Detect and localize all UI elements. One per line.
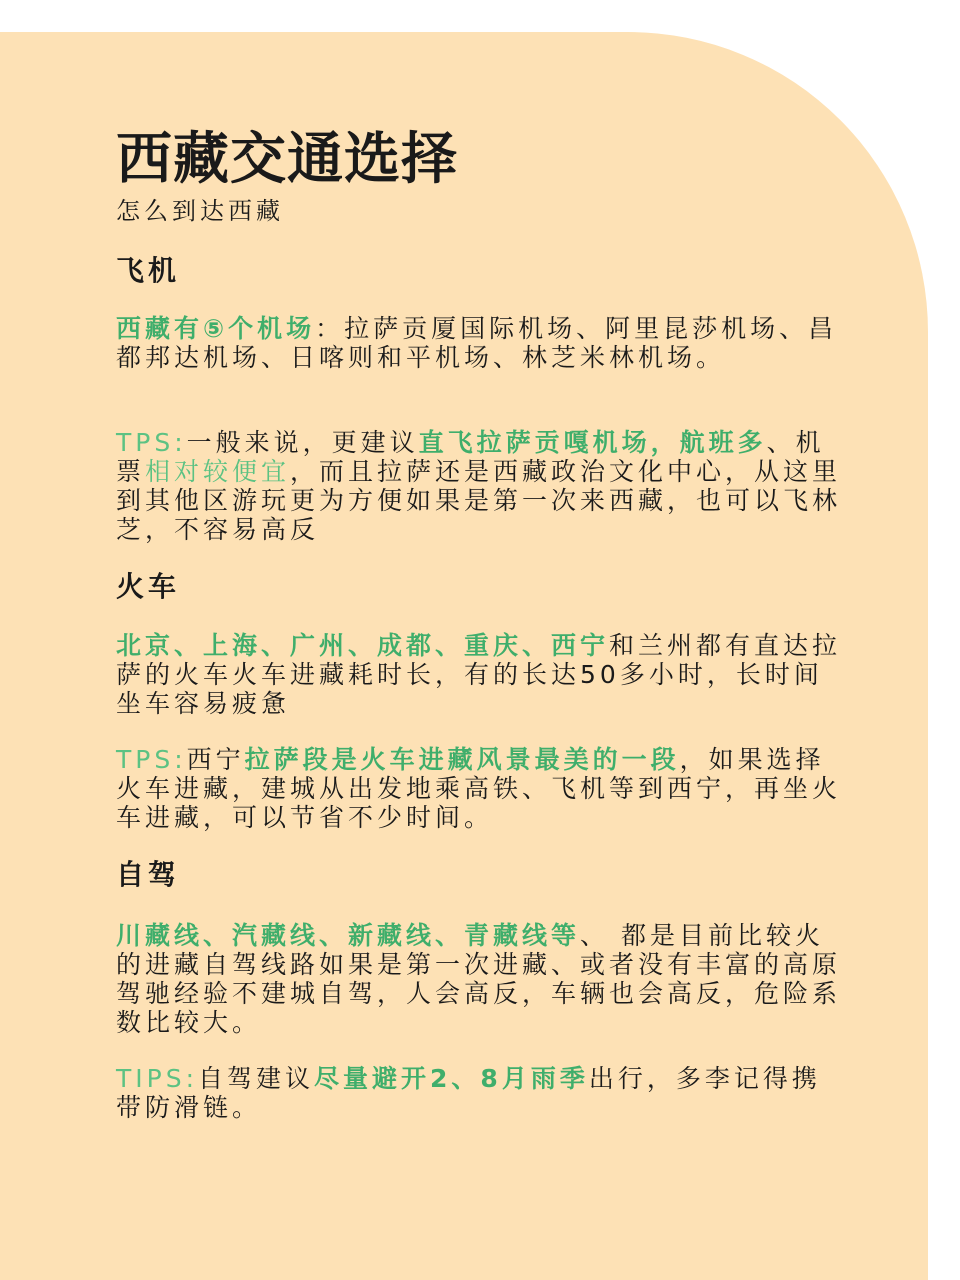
body-text: ，而且拉萨还是西藏政治文化中心，从这里到其他区游玩更为方便如果是第一次来西藏，也可以飞林芝，不容易高反 (116, 457, 842, 544)
section-heading-plane: 飞机 (116, 254, 181, 287)
body-text: 、机票 (116, 428, 825, 486)
tips-tag: TIPS: (116, 1064, 199, 1093)
highlight-text: 相对较便宜 (145, 457, 291, 486)
page-title: 西藏交通选择 (116, 127, 458, 192)
highlight-text: 西藏有⑤个机场 (116, 314, 316, 343)
page-subtitle: 怎么到达西藏 (116, 197, 284, 225)
body-text: 自驾建议 (198, 1064, 315, 1093)
highlight-text: 直飞拉萨贡嘎机场，航班多 (418, 428, 767, 457)
body-text: ：拉萨贡厦国际机场、阿里昆莎机场、昌都邦达机场、日喀则和平机场、林芝米林机场。 (116, 314, 838, 372)
highlight-text: 尽量避开2、8月雨季 (314, 1064, 589, 1093)
drive-tips-paragraph (116, 1064, 846, 1122)
body-text: 和兰州都有直达拉萨的火车火车进藏耗时长，有的长达50多小时，长时间坐车容易疲惫 (116, 631, 842, 718)
plane-tips-paragraph (116, 428, 846, 544)
body-text: 西宁 (186, 745, 245, 774)
tips-tag: TPS: (116, 428, 187, 457)
drive-routes-paragraph (116, 921, 846, 1037)
section-heading-train: 火车 (116, 570, 181, 603)
train-tips-paragraph (116, 745, 846, 832)
tips-tag: TPS: (116, 745, 187, 774)
highlight-text: 拉萨段是火车进藏风景最美的一段 (244, 745, 680, 774)
body-text: ，如果选择火车进藏，建城从出发地乘高铁、飞机等到西宁，再坐火车进藏，可以节省不少时间。 (116, 745, 842, 832)
body-text: 一般来说，更建议 (186, 428, 419, 457)
plane-airports-paragraph (116, 314, 846, 372)
highlight-text: 北京、上海、广州、成都、重庆、西宁 (116, 631, 610, 660)
highlight-text: 川藏线、汽藏线、新藏线、青藏线等 (116, 921, 581, 950)
section-heading-drive: 自驾 (116, 858, 181, 891)
train-routes-paragraph (116, 631, 846, 718)
body-text: 出行，多李记得携带防滑链。 (116, 1064, 821, 1122)
body-text: 、 都是目前比较火的进藏自驾线路如果是第一次进藏、或者没有丰富的高原驾驰经验不建城自驾，人会高反，车辆也会高反，危险系数比较大。 (116, 921, 842, 1037)
